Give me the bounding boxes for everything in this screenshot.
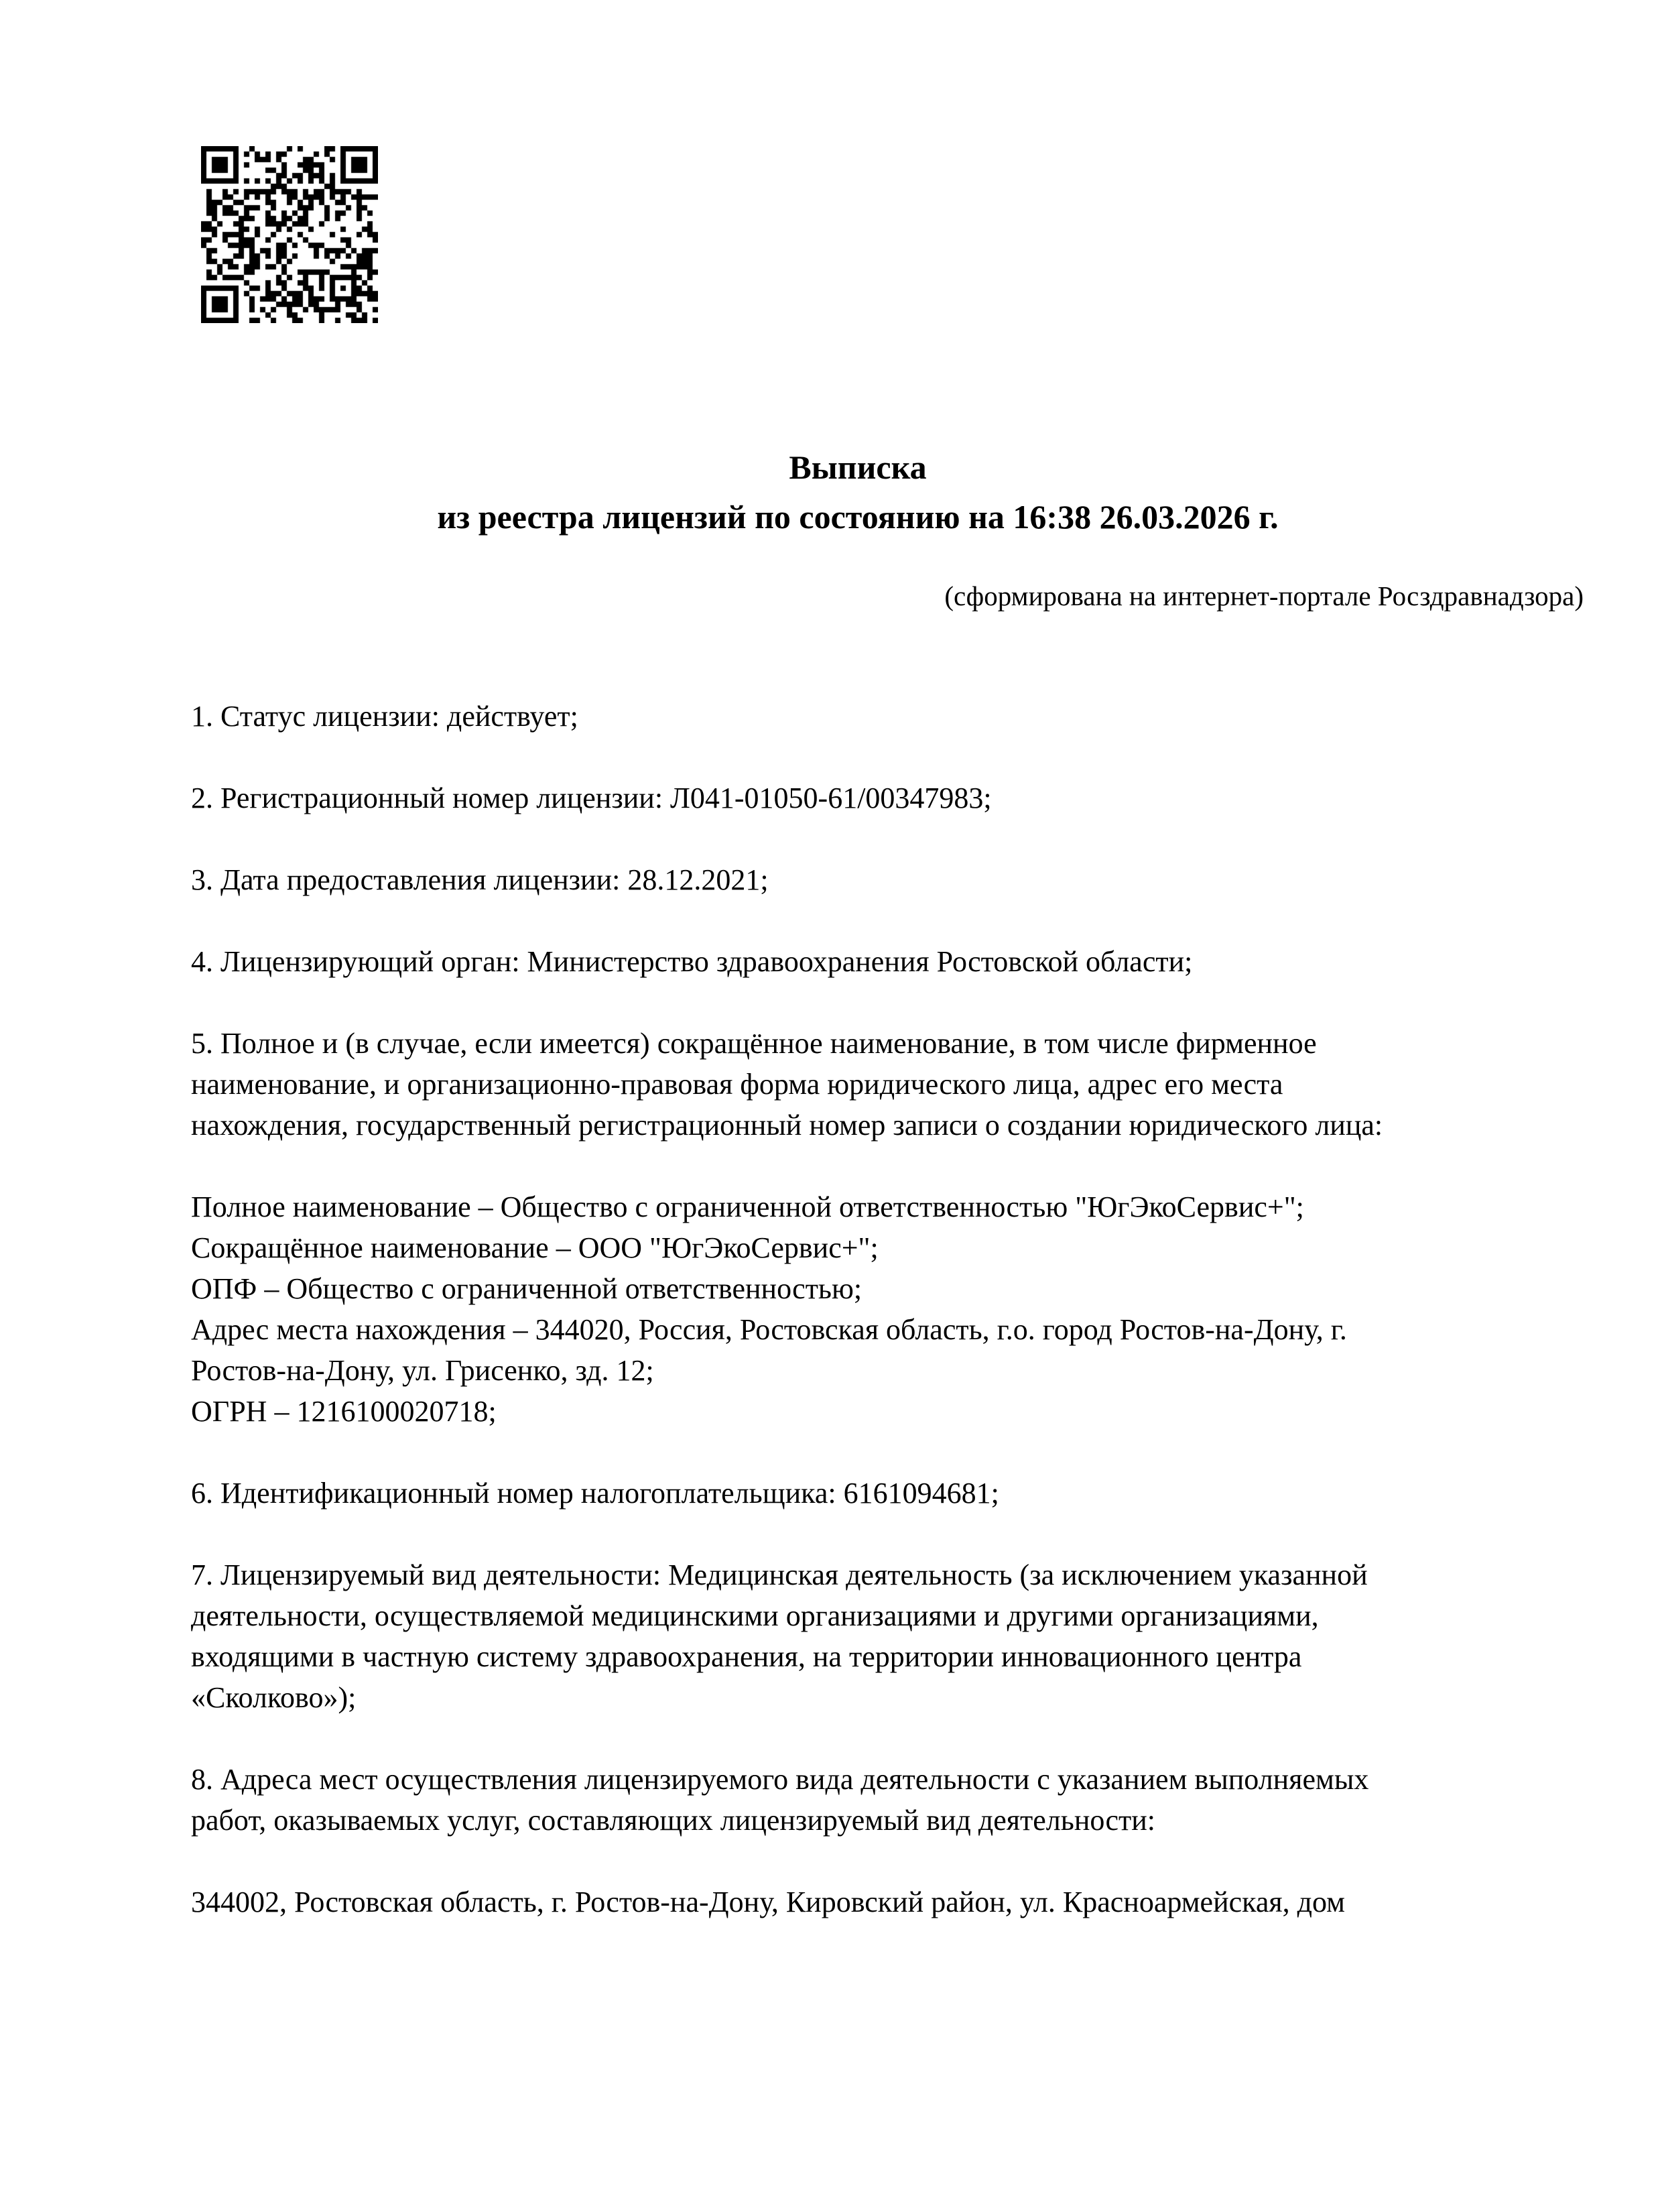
paragraph-line: наименование, и организационно-правовая форма юридического лица, адрес его места [191,1068,1283,1101]
subtitle: (сформирована на интернет-портале Росздравнадзора) [944,580,1584,611]
document-body [191,696,1592,1963]
paragraph-line: 2. Регистрационный номер лицензии: Л041-01050-61/00347983; [191,782,992,814]
paragraph-line: входящими в частную систему здравоохранения, на территории инновационного центра [191,1640,1302,1673]
paragraph [191,859,1592,900]
paragraph-line: «Сколково»); [191,1681,357,1714]
qr-code-icon [201,146,378,323]
paragraph-line: Ростов-на-Дону, ул. Грисенко, зд. 12; [191,1354,654,1387]
paragraph [191,1554,1592,1718]
paragraph-line: Полное наименование – Общество с ограниченной ответственностью "ЮгЭкоСервис+"; [191,1190,1304,1223]
paragraph-line: 8. Адреса мест осуществления лицензируемого вида деятельности с указанием выполняемых [191,1763,1369,1796]
paragraph-line: 5. Полное и (в случае, если имеется) сокращённое наименование, в том числе фирменное [191,1027,1317,1060]
paragraph [191,941,1592,982]
title-line: из реестра лицензий по состоянию на 16:38 26.03.2026 г. [437,498,1279,536]
paragraph-line: 1. Статус лицензии: действует; [191,700,578,733]
title-line: Выписка [789,448,927,486]
paragraph [191,1186,1592,1432]
paragraph [191,1882,1592,1922]
paragraph-line: работ, оказываемых услуг, составляющих лицензируемый вид деятельности: [191,1804,1156,1837]
paragraph [191,696,1592,737]
paragraph-line: деятельности, осуществляемой медицинскими организациями и другими организациями, [191,1599,1319,1632]
paragraph [191,1473,1592,1514]
paragraph [191,778,1592,818]
paragraph-line: Сокращённое наименование – ООО "ЮгЭкоСервис+"; [191,1231,879,1264]
paragraph-line: 3. Дата предоставления лицензии: 28.12.2021; [191,863,769,896]
paragraph [191,1759,1592,1841]
paragraph-line: 7. Лицензируемый вид деятельности: Медицинская деятельность (за исключением указанной [191,1558,1368,1591]
paragraph-line: 4. Лицензирующий орган: Министерство здравоохранения Ростовской области; [191,945,1193,978]
paragraph-line: 6. Идентификационный номер налогоплательщика: 6161094681; [191,1477,999,1510]
paragraph-line: ОПФ – Общество с ограниченной ответственностью; [191,1272,862,1305]
paragraph-line: 344002, Ростовская область, г. Ростов-на-Дону, Кировский район, ул. Красноармейская, дом [191,1886,1346,1918]
document-title [191,442,1525,542]
paragraph-line: ОГРН – 1216100020718; [191,1395,497,1428]
paragraph-line: Адрес места нахождения – 344020, Россия, Ростовская область, г.о. город Ростов-на-Дону, г. [191,1313,1347,1346]
paragraph [191,1023,1592,1146]
paragraph-line: нахождения, государственный регистрационный номер записи о создании юридического лица: [191,1109,1383,1142]
